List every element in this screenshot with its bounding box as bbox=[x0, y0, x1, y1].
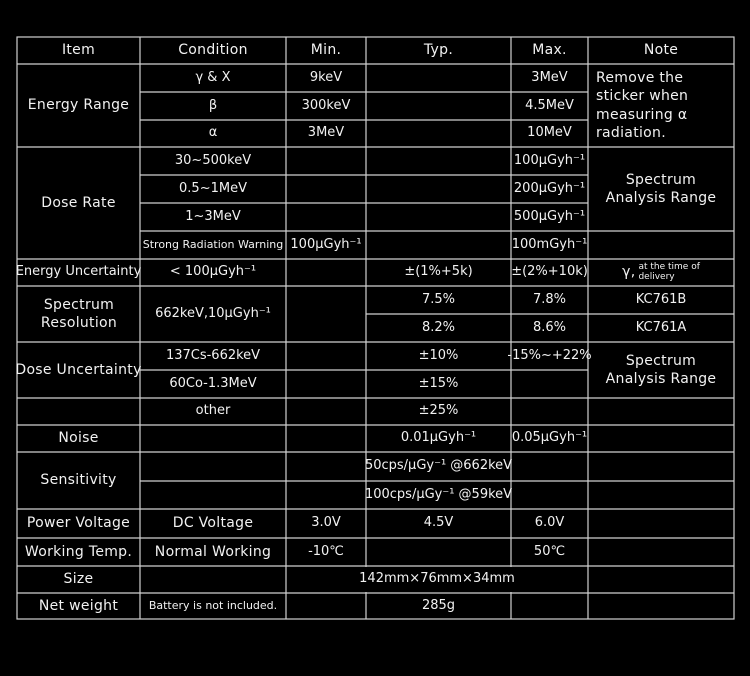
size-label: Size bbox=[63, 571, 94, 588]
energy-uncertainty-label: Energy Uncertainty bbox=[15, 264, 142, 280]
dose-rate-condition-3: 1~3MeV bbox=[185, 208, 241, 224]
working-temp-condition: Normal Working bbox=[154, 543, 272, 560]
energy-range-max-gamma: 3MeV bbox=[531, 69, 568, 85]
header-note: Note bbox=[643, 42, 679, 59]
sensitivity-typ-662: 50cps/μGy⁻¹ @662keV bbox=[364, 458, 513, 474]
energy-uncertainty-note-sub-2: delivery bbox=[638, 271, 675, 282]
dose-rate-condition-2: 0.5~1MeV bbox=[179, 180, 247, 196]
header-max: Max. bbox=[532, 42, 567, 59]
spectrum-resolution-max-b: 7.8% bbox=[532, 291, 567, 307]
dose-uncertainty-max-cs: -15%~+22% bbox=[507, 347, 592, 363]
energy-range-condition-alpha: α bbox=[208, 125, 218, 141]
header-condition: Condition bbox=[178, 42, 248, 59]
energy-range-label: Energy Range bbox=[27, 97, 130, 114]
dose-uncertainty-condition-other: other bbox=[195, 403, 231, 419]
power-voltage-condition: DC Voltage bbox=[172, 515, 254, 532]
dose-uncertainty-typ-cs: ±10% bbox=[418, 347, 459, 363]
energy-range-condition-beta: β bbox=[208, 97, 218, 113]
dose-rate-max-3: 500μGyh⁻¹ bbox=[513, 208, 586, 224]
sensitivity-typ-59: 100cps/μGy⁻¹ @59keV bbox=[364, 486, 513, 502]
energy-range-condition-gamma: γ & X bbox=[195, 69, 231, 85]
sensitivity-label: Sensitivity bbox=[40, 472, 117, 489]
energy-uncertainty-condition: < 100μGyh⁻¹ bbox=[169, 264, 257, 280]
dose-uncertainty-note: Spectrum Analysis Range bbox=[605, 352, 717, 387]
energy-uncertainty-note-sub-1: at the time of bbox=[638, 261, 700, 272]
dose-rate-label: Dose Rate bbox=[41, 194, 116, 211]
header-typ: Typ. bbox=[423, 42, 454, 59]
spectrum-resolution-typ-a: 8.2% bbox=[421, 319, 456, 335]
energy-range-max-alpha: 10MeV bbox=[527, 125, 572, 141]
energy-range-min-gamma: 9keV bbox=[309, 69, 343, 85]
energy-range-min-alpha: 3MeV bbox=[307, 125, 345, 141]
header-min: Min. bbox=[310, 42, 342, 59]
energy-range-max-beta: 4.5MeV bbox=[525, 97, 574, 113]
energy-uncertainty-max: ±(2%+10k) bbox=[511, 264, 588, 280]
energy-range-note: Remove the sticker when measuring α radiation. bbox=[596, 70, 689, 141]
dose-rate-max-1: 100μGyh⁻¹ bbox=[513, 152, 586, 168]
dose-uncertainty-condition-co: 60Co-1.3MeV bbox=[169, 375, 257, 391]
spectrum-resolution-label: Spectrum Resolution bbox=[40, 296, 118, 331]
noise-label: Noise bbox=[58, 430, 99, 447]
dose-rate-max-2: 200μGyh⁻¹ bbox=[513, 180, 586, 196]
working-temp-min: -10℃ bbox=[308, 543, 344, 559]
dose-uncertainty-typ-other: ±25% bbox=[418, 403, 459, 419]
energy-uncertainty-typ: ±(1%+5k) bbox=[404, 264, 473, 280]
noise-typ: 0.01μGyh⁻¹ bbox=[400, 430, 477, 446]
spectrum-resolution-note-a: KC761A bbox=[635, 319, 687, 335]
power-voltage-typ: 4.5V bbox=[423, 515, 454, 531]
dose-rate-condition-warning: Strong Radiation Warning bbox=[142, 237, 284, 251]
size-value: 142mm×76mm×34mm bbox=[359, 571, 515, 587]
spectrum-resolution-typ-b: 7.5% bbox=[421, 291, 456, 307]
net-weight-label: Net weight bbox=[38, 597, 119, 614]
dose-uncertainty-label: Dose Uncertainty bbox=[15, 361, 142, 378]
power-voltage-min: 3.0V bbox=[311, 515, 341, 531]
spectrum-resolution-note-b: KC761B bbox=[635, 291, 687, 307]
dose-rate-note: Spectrum Analysis Range bbox=[605, 171, 717, 206]
energy-uncertainty-note-sub bbox=[638, 263, 699, 283]
working-temp-label: Working Temp. bbox=[24, 543, 133, 560]
dose-rate-min-warning: 100μGyh⁻¹ bbox=[290, 236, 362, 252]
net-weight-typ: 285g bbox=[421, 597, 456, 613]
spectrum-resolution-max-a: 8.6% bbox=[532, 319, 567, 335]
dose-rate-condition-1: 30~500keV bbox=[174, 152, 252, 168]
spectrum-resolution-condition: 662keV,10μGyh⁻¹ bbox=[155, 305, 271, 321]
working-temp-max: 50℃ bbox=[533, 543, 566, 559]
energy-uncertainty-note bbox=[588, 259, 734, 286]
dose-uncertainty-typ-co: ±15% bbox=[418, 375, 459, 391]
noise-max: 0.05μGyh⁻¹ bbox=[511, 430, 588, 446]
header-item: Item bbox=[61, 42, 96, 59]
power-voltage-label: Power Voltage bbox=[26, 515, 131, 532]
energy-uncertainty-note-main: γ, bbox=[622, 264, 636, 281]
dose-uncertainty-condition-cs: 137Cs-662keV bbox=[165, 347, 261, 363]
dose-rate-max-warning: 100mGyh⁻¹ bbox=[511, 236, 588, 252]
power-voltage-max: 6.0V bbox=[534, 515, 565, 531]
net-weight-condition: Battery is not included. bbox=[148, 598, 278, 612]
energy-range-min-beta: 300keV bbox=[301, 97, 351, 113]
